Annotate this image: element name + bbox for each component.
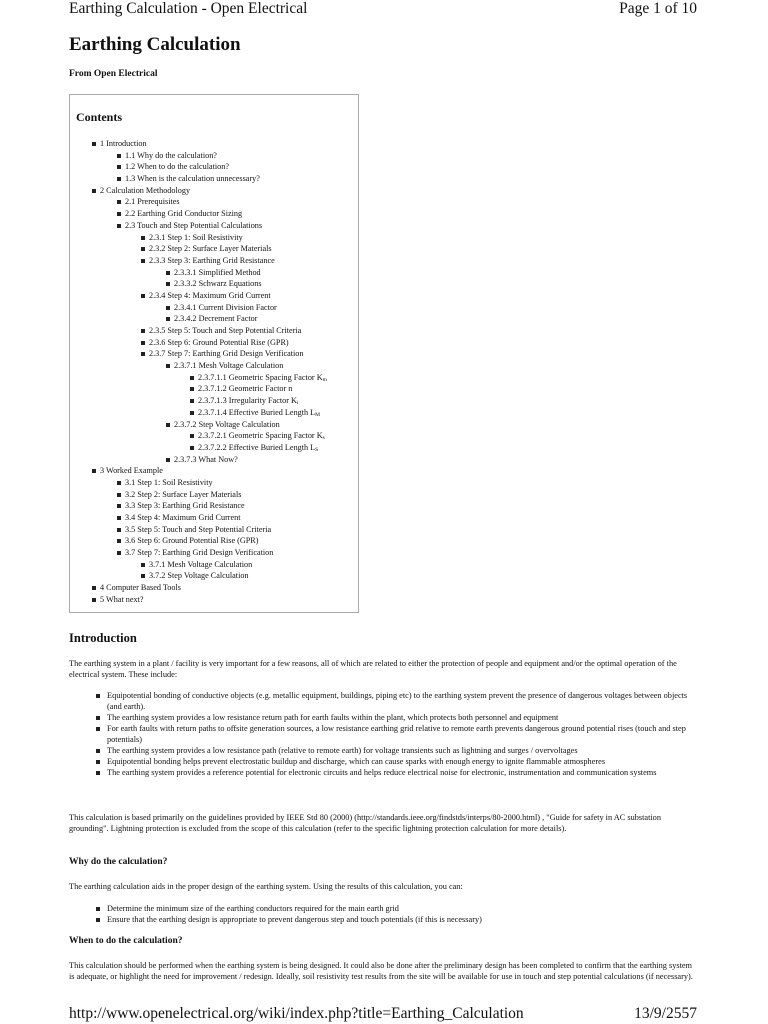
toc-item <box>125 208 358 220</box>
toc-link[interactable]: 2.3.7.1.4 Effective Buried Length $L_M$ <box>198 407 321 418</box>
toc-link[interactable]: 2.3.7.2.1 Geometric Spacing Factor $K_s$ <box>198 431 325 442</box>
bullet-icon <box>92 142 96 146</box>
toc-item <box>174 454 358 466</box>
toc-item <box>125 512 358 524</box>
toc-item <box>149 290 358 302</box>
bullet-icon <box>96 749 100 753</box>
list-item-text: Ensure that the earthing design is appropriate to prevent dangerous step and touch potentials (if this is necessary) <box>107 915 482 924</box>
toc-link[interactable]: 3 Worked Example <box>100 466 163 476</box>
list-item <box>107 767 702 778</box>
bullet-icon <box>166 423 170 427</box>
bullet-icon <box>96 907 100 911</box>
bullet-icon <box>92 598 96 602</box>
bullet-icon <box>117 551 121 555</box>
bullet-icon <box>117 165 121 169</box>
toc-link[interactable]: 2.3.2 Step 2: Surface Layer Materials <box>149 244 272 254</box>
introduction-bullet-list <box>107 690 702 778</box>
footer-date: 13/9/2557 <box>634 1005 697 1022</box>
toc-item <box>149 325 358 337</box>
bullet-icon <box>166 306 170 310</box>
list-item-text: The earthing system provides a low resistance return path for earth faults within the plant, which protects both personnel and equipment <box>107 713 559 722</box>
footer-url: http://www.openelectrical.org/wiki/index.php?title=Earthing_Calculation <box>69 1005 524 1022</box>
toc-link[interactable]: 2.3.4 Step 4: Maximum Grid Current <box>149 290 271 300</box>
list-item <box>107 914 702 925</box>
bullet-icon <box>190 446 194 450</box>
toc-link[interactable]: 3.7 Step 7: Earthing Grid Design Verification <box>125 548 274 558</box>
toc-link[interactable]: 2.1 Prerequisites <box>125 197 180 207</box>
when-paragraph: This calculation should be performed when the earthing system is being designed. It could also be done after the preliminary design has been completed to confirm that the earthing system is adequate, or highlight the need for improvement / redesign. Ideally, soil resistivity test results from the site will be available for use in touch and step potential calculations (if necessary). <box>69 961 693 981</box>
toc-link[interactable]: 2.3.1 Step 1: Soil Resistivity <box>149 232 243 242</box>
toc-item <box>174 302 358 314</box>
toc-item <box>125 535 358 547</box>
toc-item <box>125 150 358 162</box>
toc-link[interactable]: 5 What next? <box>100 594 144 604</box>
toc-item <box>125 547 358 559</box>
toc-item <box>125 220 358 232</box>
bullet-icon <box>96 918 100 922</box>
bullet-icon <box>117 200 121 204</box>
toc-link[interactable]: 2.3.3.1 Simplified Method <box>174 267 261 277</box>
list-item-text: Determine the minimum size of the earthing conductors required for the main earth grid <box>107 904 399 913</box>
toc-link-subscript: S <box>315 446 319 453</box>
why-paragraph: The earthing calculation aids in the proper design of the earthing system. Using the results of this calculation, you can: <box>69 882 463 891</box>
toc-link[interactable]: 2.2 Earthing Grid Conductor Sizing <box>125 209 243 219</box>
toc-item <box>149 232 358 244</box>
bullet-icon <box>117 528 121 532</box>
toc-item <box>174 360 358 372</box>
toc-link-subscript: i <box>296 400 299 407</box>
toc-link[interactable]: 2.3.4.2 Decrement Factor <box>174 314 258 324</box>
toc-link[interactable]: 2.3.7.3 What Now? <box>174 454 238 464</box>
page-title: Earthing Calculation <box>69 34 241 55</box>
bullet-icon <box>190 387 194 391</box>
toc-link[interactable]: 3.5 Step 5: Touch and Step Potential Criteria <box>125 524 272 534</box>
toc-item <box>125 500 358 512</box>
bullet-icon <box>141 294 145 298</box>
toc-item <box>149 255 358 267</box>
bullet-icon <box>141 341 145 345</box>
list-item-text: The earthing system provides a reference potential for electronic circuits and helps reduce electrical noise for electronic, instrumentation and communication systems <box>107 768 657 777</box>
list-item-text: The earthing system provides a low resistance path (relative to remote earth) for voltage transients such as lightning and surges / overvoltages <box>107 746 578 755</box>
bullet-icon <box>141 574 145 578</box>
bullet-icon <box>141 247 145 251</box>
toc-link[interactable]: 2.3.3 Step 3: Earthing Grid Resistance <box>149 255 275 265</box>
toc-item <box>149 337 358 349</box>
bullet-icon <box>166 271 170 275</box>
toc-item <box>198 430 358 442</box>
toc-link[interactable]: 2.3.7.1.3 Irregularity Factor $K_i$ <box>198 396 299 407</box>
toc-link[interactable]: 2.3.7.2 Step Voltage Calculation <box>174 419 280 429</box>
list-item-text: Equipotential bonding of conductive objects (e.g. metallic equipment, buildings, piping etc) to the earthing system prevent the presence of dangerous voltages between objects (and earth). <box>107 691 688 711</box>
from-line: From Open Electrical <box>69 69 158 79</box>
toc-link[interactable]: 2.3.4.1 Current Division Factor <box>174 302 277 312</box>
toc-link[interactable]: 2.3.7.1.2 Geometric Factor n <box>198 384 293 394</box>
toc-item <box>100 185 358 197</box>
list-item <box>107 903 702 914</box>
toc-link-subscript: m <box>322 376 327 383</box>
toc-link[interactable]: 1.3 When is the calculation unnecessary? <box>125 174 260 184</box>
bullet-icon <box>92 189 96 193</box>
bullet-icon <box>141 563 145 567</box>
toc-link[interactable]: 3.7.1 Mesh Voltage Calculation <box>149 559 253 569</box>
toc-link[interactable]: 3.1 Step 1: Soil Resistivity <box>125 477 213 487</box>
bullet-icon <box>166 317 170 321</box>
toc-item <box>174 419 358 431</box>
bullet-icon <box>117 504 121 508</box>
toc-link[interactable]: 2.3.6 Step 6: Ground Potential Rise (GPR) <box>149 337 289 347</box>
toc-link[interactable]: 2 Calculation Methodology <box>100 185 191 195</box>
list-item <box>107 712 702 723</box>
introduction-reference-paragraph: This calculation is based primarily on the guidelines provided by IEEE Std 80 (2000) (http://standards.ieee.org/findstds/interps/80-2000.html) , "Guide for safety in AC substation grounding". Lightning protection is excluded from the scope of this calculation (refer to the specific lightning protection calculation for more details). <box>69 813 661 833</box>
toc-link[interactable]: 2.3.3.2 Schwarz Equations <box>174 279 262 289</box>
bullet-icon <box>117 493 121 497</box>
list-item <box>107 723 702 745</box>
toc-item <box>100 582 358 594</box>
bullet-icon <box>141 352 145 356</box>
toc-link[interactable]: 3.3 Step 3: Earthing Grid Resistance <box>125 501 245 511</box>
bullet-icon <box>117 177 121 181</box>
table-of-contents <box>69 94 359 613</box>
bullet-icon <box>141 236 145 240</box>
bullet-icon <box>117 154 121 158</box>
toc-link[interactable]: 1.2 When to do the calculation? <box>125 162 229 172</box>
toc-link[interactable]: 2.3.7.2.2 Effective Buried Length $L_S$ <box>198 442 319 453</box>
bullet-icon <box>190 376 194 380</box>
toc-item <box>198 372 358 384</box>
toc-link[interactable]: 2.3.7.1.1 Geometric Spacing Factor $K_m$ <box>198 372 327 383</box>
introduction-paragraph: The earthing system in a plant / facility is very important for a few reasons, all of which are related to either the protection of people and equipment and/or the optimal operation of the electrical system. These include: <box>69 659 677 679</box>
toc-item <box>125 524 358 536</box>
toc-link-subscript: M <box>315 411 321 418</box>
bullet-icon <box>141 329 145 333</box>
toc-list <box>70 138 358 606</box>
why-bullet-list <box>107 903 702 925</box>
toc-link[interactable]: 3.2 Step 2: Surface Layer Materials <box>125 489 242 499</box>
list-item <box>107 690 702 712</box>
bullet-icon <box>190 411 194 415</box>
toc-item <box>174 313 358 325</box>
toc-link[interactable]: 2.3 Touch and Step Potential Calculations <box>125 220 263 230</box>
bullet-icon <box>166 364 170 368</box>
bullet-icon <box>141 259 145 263</box>
toc-item <box>125 161 358 173</box>
bullet-icon <box>117 481 121 485</box>
toc-item <box>125 489 358 501</box>
list-item <box>107 745 702 756</box>
toc-link[interactable]: 3.6 Step 6: Ground Potential Rise (GPR) <box>125 536 259 546</box>
list-item-text: For earth faults with return paths to offsite generation sources, a low resistance earthing grid relative to remote earth prevents dangerous ground potential rises (touch and step potentials) <box>107 724 686 744</box>
toc-link[interactable]: 2.3.7.1 Mesh Voltage Calculation <box>174 361 284 371</box>
toc-item <box>149 243 358 255</box>
toc-item <box>198 383 358 395</box>
bullet-icon <box>96 771 100 775</box>
bullet-icon <box>96 716 100 720</box>
bullet-icon <box>92 586 96 590</box>
page-header-title: Earthing Calculation - Open Electrical <box>69 0 308 17</box>
bullet-icon <box>166 282 170 286</box>
toc-item <box>125 196 358 208</box>
bullet-icon <box>117 212 121 216</box>
toc-title: Contents <box>76 110 123 124</box>
bullet-icon <box>117 224 121 228</box>
toc-item <box>198 395 358 407</box>
page-number: Page 1 of 10 <box>619 0 697 17</box>
toc-link[interactable]: 2.3.7 Step 7: Earthing Grid Design Verification <box>149 349 304 359</box>
bullet-icon <box>117 539 121 543</box>
toc-link[interactable]: 2.3.5 Step 5: Touch and Step Potential Criteria <box>149 326 302 335</box>
bullet-icon <box>166 458 170 462</box>
bullet-icon <box>92 469 96 473</box>
toc-item <box>100 465 358 477</box>
toc-item <box>149 559 358 571</box>
toc-link[interactable]: 1.1 Why do the calculation? <box>125 150 217 160</box>
why-heading: Why do the calculation? <box>69 857 168 867</box>
list-item-text: Equipotential bonding helps prevent electrostatic buildup and discharge, which can cause sparks with enough energy to ignite flammable atmospheres <box>107 757 606 766</box>
bullet-icon <box>117 516 121 520</box>
toc-link[interactable]: 3.4 Step 4: Maximum Grid Current <box>125 513 241 522</box>
introduction-heading: Introduction <box>69 631 137 645</box>
bullet-icon <box>96 727 100 731</box>
toc-item <box>149 570 358 582</box>
bullet-icon <box>96 694 100 698</box>
toc-link[interactable]: 4 Computer Based Tools <box>100 583 181 593</box>
toc-link[interactable]: 1 Introduction <box>100 139 147 148</box>
toc-item <box>125 173 358 185</box>
toc-item <box>100 594 358 606</box>
toc-item <box>100 138 358 150</box>
toc-item <box>174 278 358 290</box>
list-item <box>107 756 702 767</box>
toc-link-subscript: s <box>322 435 325 442</box>
bullet-icon <box>190 434 194 438</box>
toc-item <box>149 348 358 360</box>
bullet-icon <box>96 760 100 764</box>
toc-item <box>198 442 358 454</box>
toc-item <box>174 267 358 279</box>
toc-item <box>125 477 358 489</box>
toc-item <box>198 407 358 419</box>
bullet-icon <box>190 399 194 403</box>
when-heading: When to do the calculation? <box>69 936 183 946</box>
toc-link[interactable]: 3.7.2 Step Voltage Calculation <box>149 571 249 581</box>
